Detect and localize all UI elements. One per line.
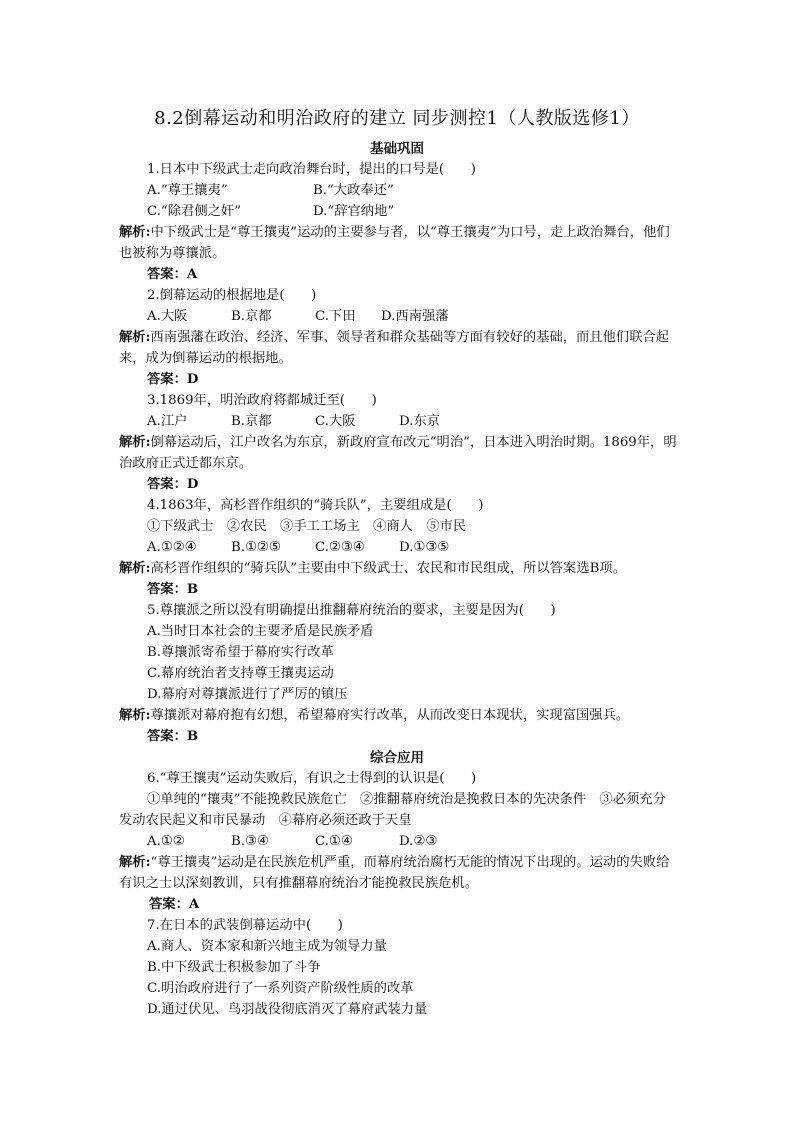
explanation-label: 解析: <box>119 330 151 345</box>
question-3-answer: 答案：D <box>147 477 199 492</box>
question-6-stem: 6.“尊王攘夷”运动失败后，有识之士得到的认识是( ) <box>147 771 477 786</box>
question-7-option-a: A.商人、资本家和新兴地主成为领导力量 <box>147 939 387 954</box>
question-6-option-b: B.③④ <box>231 834 269 849</box>
explanation-label: 解析: <box>119 435 151 450</box>
question-2-option-d: D.西南强藩 <box>381 309 449 324</box>
question-2-explanation <box>119 327 677 369</box>
question-3-option-a: A.江户 <box>147 414 188 429</box>
question-5-option-b: B.尊攘派寄希望于幕府实行改革 <box>147 645 334 660</box>
question-3-explanation <box>119 432 677 474</box>
question-2-option-b: B.京都 <box>231 309 272 324</box>
question-1-option-a: A.“尊王攘夷” <box>147 183 228 198</box>
section-heading-comprehensive: 综合应用 <box>370 750 424 766</box>
question-6-items: ①单纯的“攘夷”不能挽救民族危亡 ②推翻幕府统治是挽救日本的先决条件 ③必须充分发动农民起义和市民暴动 ④幕府必须还政于天皇 <box>119 792 666 828</box>
question-1-option-c: C.“除君侧之奸” <box>147 204 242 219</box>
question-7-option-d: D.通过伏见、鸟羽战役彻底消灭了幕府武装力量 <box>147 1002 428 1017</box>
question-2-option-c: C.下田 <box>315 309 356 324</box>
question-1-stem: 1.日本中下级武士走向政治舞台时，提出的口号是( ) <box>147 162 476 177</box>
question-2-answer: 答案：D <box>147 372 199 387</box>
question-7-stem: 7.在日本的武装倒幕运动中( ) <box>147 918 343 933</box>
question-4-option-d: D.①③⑤ <box>399 540 450 555</box>
question-6-option-a: A.①② <box>147 834 185 849</box>
question-5-explanation <box>119 705 677 726</box>
question-3-stem: 3.1869年，明治政府将都城迁至( ) <box>147 393 377 408</box>
question-1-answer: 答案：A <box>147 267 198 282</box>
question-5-option-a: A.当时日本社会的主要矛盾是民族矛盾 <box>147 624 374 639</box>
question-4-explanation <box>119 558 677 579</box>
question-5-stem: 5.尊攘派之所以没有明确提出推翻幕府统治的要求，主要是因为( ) <box>147 603 556 618</box>
question-2-stem: 2.倒幕运动的根据地是( ) <box>147 288 317 303</box>
question-4-answer: 答案：B <box>147 582 199 597</box>
question-5-answer: 答案：B <box>147 729 199 744</box>
explanation-text: 西南强藩在政治、经济、军事、领导者和群众基础等方面有较好的基础，而且他们联合起来，成为倒幕运动的根据地。 <box>119 330 670 366</box>
explanation-label: 解析: <box>119 855 151 870</box>
question-4-option-c: C.②③④ <box>315 540 365 555</box>
question-3-option-b: B.京都 <box>231 414 272 429</box>
question-4-items: ①下级武士 ②农民 ③手工工场主 ④商人 ⑤市民 <box>147 519 467 534</box>
explanation-label: 解析: <box>119 561 151 576</box>
explanation-text: 高杉晋作组织的“骑兵队”主要由中下级武士、农民和市民组成，所以答案选B项。 <box>150 561 626 576</box>
question-7-option-c: C.明治政府进行了一系列资产阶级性质的改革 <box>147 981 414 996</box>
question-1-explanation <box>119 222 677 264</box>
question-5-option-c: C.幕府统治者支持尊王攘夷运动 <box>147 666 334 681</box>
question-4-option-b: B.①②⑤ <box>231 540 281 555</box>
question-7-option-b: B.中下级武士积极参加了斗争 <box>147 960 321 975</box>
question-6-option-d: D.②③ <box>399 834 438 849</box>
explanation-label: 解析: <box>119 225 151 240</box>
page-title: 8.2倒幕运动和明治政府的建立 同步测控1（人教版选修1） <box>154 108 640 129</box>
question-1-option-d: D.“辞官纳地” <box>313 204 395 219</box>
question-3-option-d: D.东京 <box>399 414 441 429</box>
explanation-text: “尊王攘夷”运动是在民族危机严重，而幕府统治腐朽无能的情况下出现的。运动的失败给有识之士以深刻教训，只有推翻幕府统治才能挽救民族危机。 <box>119 855 670 891</box>
question-4-stem: 4.1863年，高杉晋作组织的“骑兵队”，主要组成是( ) <box>147 498 484 513</box>
question-6-option-c: C.①④ <box>315 834 353 849</box>
question-6-explanation <box>119 852 677 894</box>
explanation-text: 尊攘派对幕府抱有幻想，希望幕府实行改革，从而改变日本现状，实现富国强兵。 <box>150 708 630 723</box>
question-4-option-a: A.①②④ <box>147 540 197 555</box>
explanation-text: 倒幕运动后，江户改名为东京，新政府宣布改元“明治”，日本进入明治时期。1869年，明治政府正式迁都东京。 <box>119 435 677 471</box>
question-2-option-a: A.大阪 <box>147 309 188 324</box>
section-heading-basic: 基础巩固 <box>370 141 424 157</box>
question-1-option-b: B.“大政奉还” <box>313 183 394 198</box>
explanation-label: 解析: <box>119 708 151 723</box>
question-6-answer: 答案：A <box>149 897 200 912</box>
explanation-text: 中下级武士是“尊王攘夷”运动的主要参与者，以“尊王攘夷”为口号，走上政治舞台，他们也被称为尊攘派。 <box>119 225 670 261</box>
question-3-option-c: C.大阪 <box>315 414 356 429</box>
question-5-option-d: D.幕府对尊攘派进行了严厉的镇压 <box>147 687 348 702</box>
